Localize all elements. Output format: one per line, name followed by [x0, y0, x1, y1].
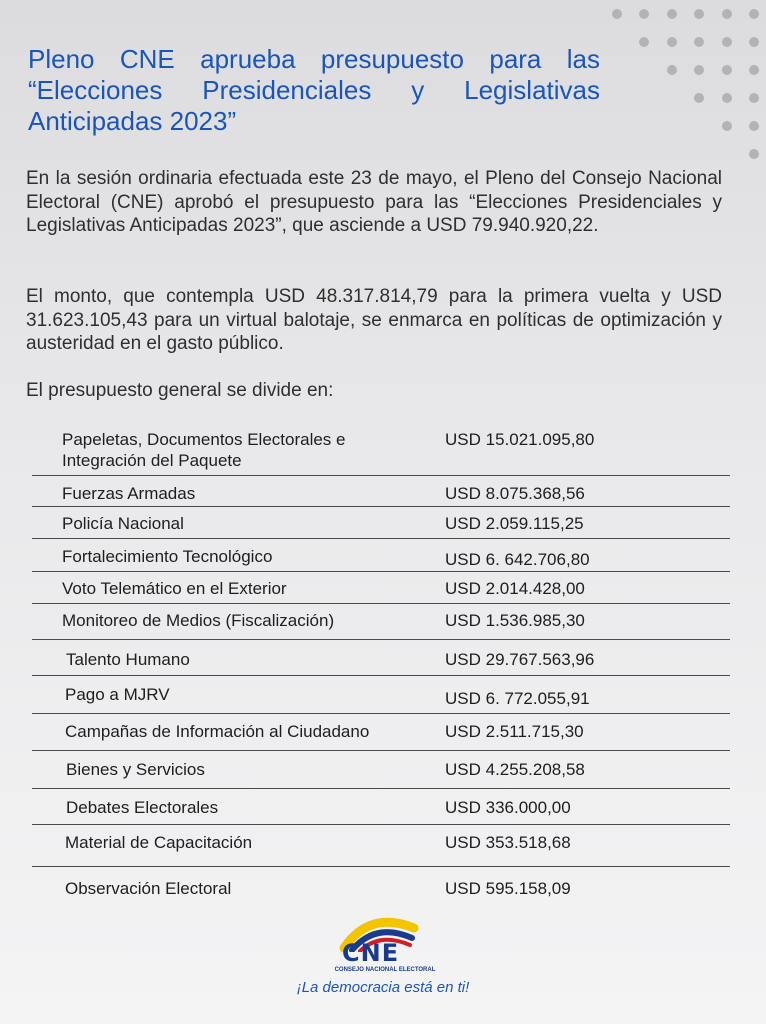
decorative-dot: [749, 9, 759, 19]
table-row: [32, 604, 730, 640]
budget-item-amount: USD 6. 772.055,91: [445, 689, 590, 708]
budget-item-label: Talento Humano: [66, 650, 190, 669]
decorative-dot: [667, 65, 677, 75]
budget-item-amount: USD 353.518,68: [445, 833, 571, 852]
budget-item-amount: USD 8.075.368,56: [445, 484, 585, 503]
amount-paragraph: El monto, que contempla USD 48.317.814,79 para la primera vuelta y USD 31.623.105,43 para un virtual balotaje, se enmarca en políticas de optimización y austeridad en el gasto público.: [26, 286, 722, 354]
decorative-dot: [722, 65, 732, 75]
decorative-dot: [722, 121, 732, 131]
decorative-dot: [722, 9, 732, 19]
budget-item-amount: USD 15.021.095,80: [445, 430, 595, 449]
table-row: [32, 714, 730, 751]
decorative-dot: [749, 121, 759, 131]
headline: Pleno CNE aprueba presupuesto para las “Elecciones Presidenciales y Legislativas Anticipadas 2023”: [28, 44, 600, 136]
budget-item-amount: USD 4.255.208,58: [445, 760, 585, 779]
budget-item-amount: USD 2.511.715,30: [445, 722, 584, 741]
budget-item-label: Fuerzas Armadas: [62, 484, 196, 503]
budget-item-label: Debates Electorales: [66, 798, 219, 817]
budget-item-amount: USD 2.014.428,00: [445, 579, 585, 598]
decorative-dot: [639, 9, 649, 19]
budget-item-amount: USD 6. 642.706,80: [445, 550, 590, 569]
decorative-dot: [749, 149, 759, 159]
budget-item-label: Papeletas, Documentos Electorales e Integración del Paquete: [62, 430, 346, 470]
cne-logo: [330, 912, 440, 978]
decorative-dot: [749, 93, 759, 103]
table-row: [32, 572, 730, 604]
decorative-dot: [694, 65, 704, 75]
table-row: [32, 676, 730, 714]
decorative-dot: [694, 93, 704, 103]
budget-item-label: Material de Capacitación: [65, 833, 253, 852]
budget-item-amount: USD 595.158,09: [445, 879, 571, 898]
budget-item-amount: USD 1.536.985,30: [445, 611, 585, 630]
table-row: [32, 476, 730, 507]
table-row: [32, 751, 730, 789]
decorative-dot: [694, 9, 704, 19]
table-row: [32, 825, 730, 867]
budget-item-amount: USD 2.059.115,25: [445, 514, 584, 533]
breakdown-intro: El presupuesto general se divide en:: [26, 380, 334, 401]
budget-item-label: Voto Telemático en el Exterior: [62, 579, 287, 598]
budget-table: [32, 424, 730, 923]
budget-item-label: Bienes y Servicios: [66, 760, 205, 779]
logo-wordmark: CNE: [342, 939, 400, 967]
budget-item-label: Observación Electoral: [65, 879, 232, 898]
table-row: [32, 507, 730, 539]
decorative-dot: [749, 37, 759, 47]
logo-subtitle: CONSEJO NACIONAL ELECTORAL: [334, 967, 436, 973]
decorative-dot: [667, 37, 677, 47]
budget-item-label: Policía Nacional: [62, 514, 184, 533]
budget-item-amount: USD 336.000,00: [445, 798, 571, 817]
intro-paragraph: En la sesión ordinaria efectuada este 23 de mayo, el Pleno del Consejo Nacional Electoral (CNE) aprobó el presupuesto para las “Elecciones Presidenciales y Legislativas Anticipadas 2023”, que asciende a USD 79.940.920,22.: [26, 168, 722, 236]
table-row: [32, 640, 730, 676]
decorative-dot: [639, 37, 649, 47]
decorative-dot: [612, 9, 622, 19]
budget-item-label: Monitoreo de Medios (Fiscalización): [62, 611, 335, 630]
decorative-dot: [694, 37, 704, 47]
decorative-dot: [722, 93, 732, 103]
decorative-dot-pattern: [606, 9, 766, 169]
decorative-dot: [722, 37, 732, 47]
table-row: [32, 789, 730, 825]
table-row: [32, 424, 730, 476]
budget-item-label: Pago a MJRV: [65, 685, 170, 704]
decorative-dot: [667, 9, 677, 19]
tagline: ¡La democracia está en ti!: [296, 979, 470, 996]
table-row: [32, 539, 730, 572]
budget-item-amount: USD 29.767.563,96: [445, 650, 595, 669]
budget-item-label: Campañas de Información al Ciudadano: [65, 722, 370, 741]
budget-item-label: Fortalecimiento Tecnológico: [62, 547, 273, 566]
decorative-dot: [749, 65, 759, 75]
